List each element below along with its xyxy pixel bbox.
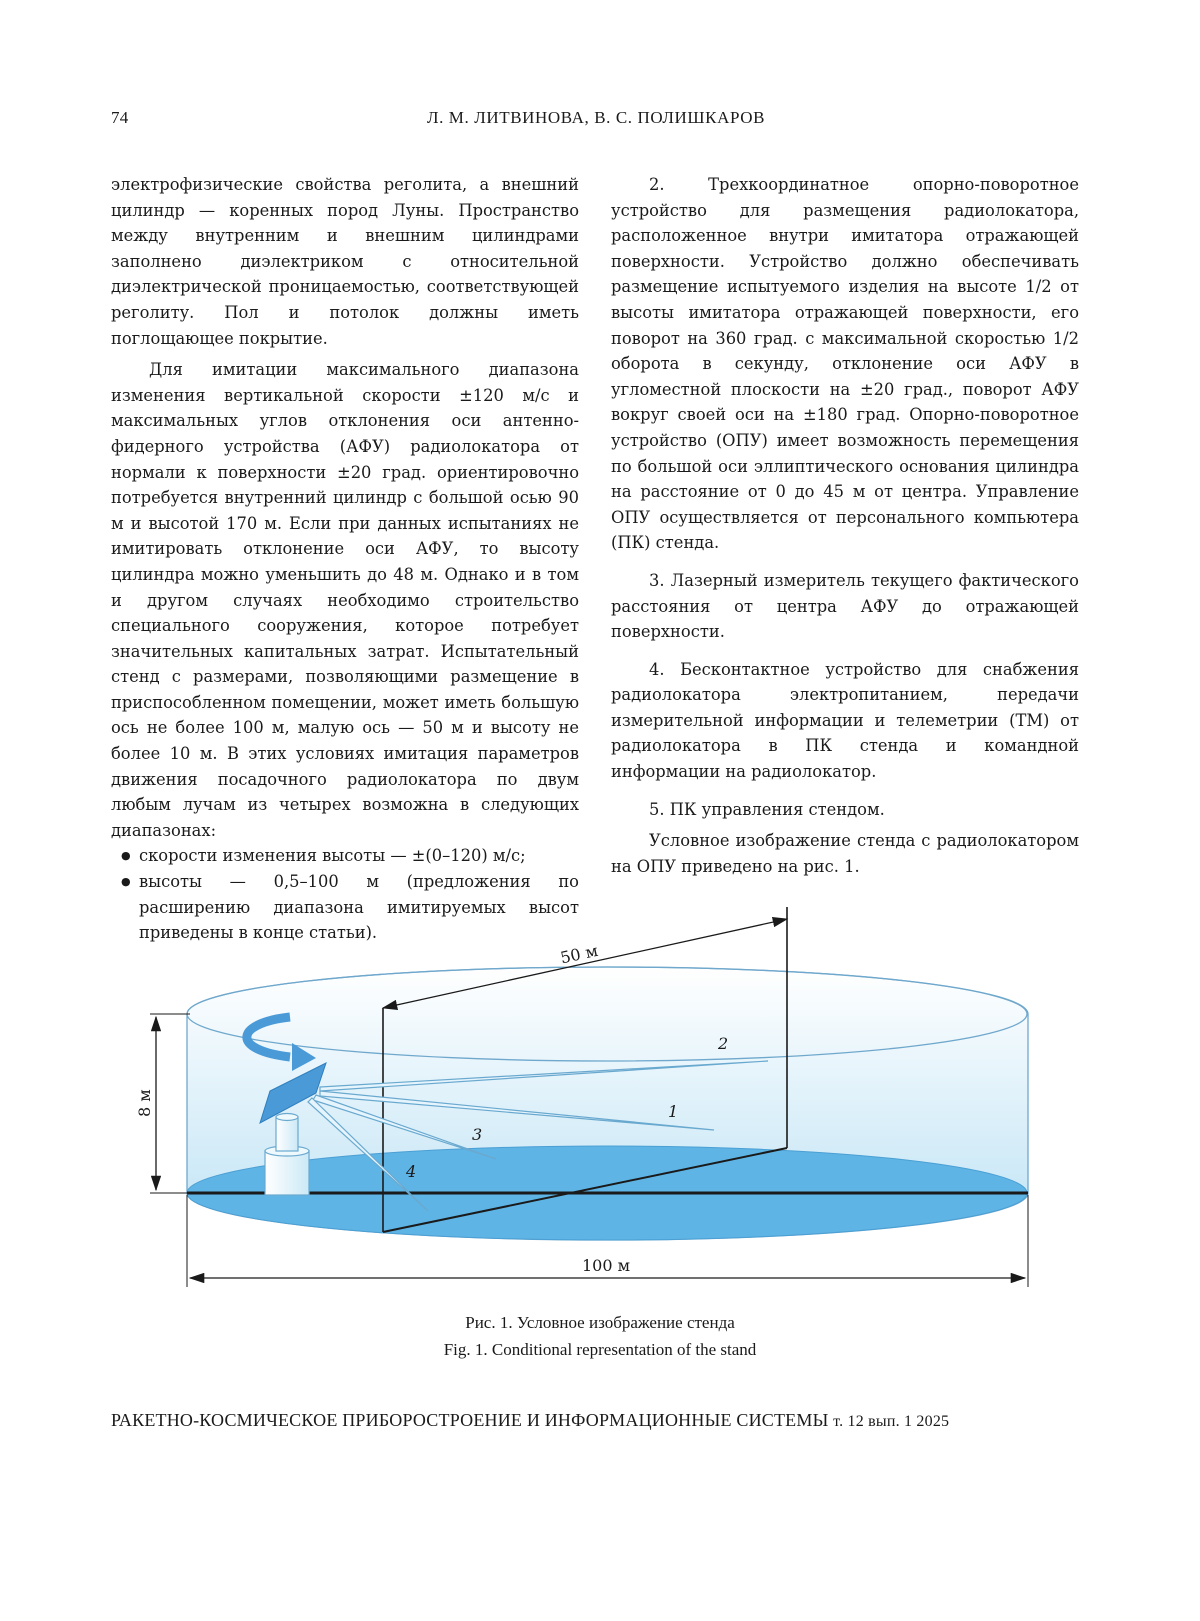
beam-label-4: 4 <box>406 1162 417 1181</box>
figure-caption-ru: Рис. 1. Условное изображение стенда <box>465 1313 735 1332</box>
journal-title: РАКЕТНО-КОСМИЧЕСКОЕ ПРИБОРОСТРОЕНИЕ И ИНФОРМАЦИОННЫЕ СИСТЕМЫ <box>111 1410 829 1430</box>
beam-label-2: 2 <box>718 1034 729 1053</box>
right-paragraph-3: 3. Лазерный измеритель текущего фактического расстояния от центра АФУ до отражающей поверхности. <box>611 570 1079 642</box>
left-paragraph-1: электрофизические свойства реголита, а внешний цилиндр — коренных пород Луны. Пространство между внутренним и внешним цилиндрами заполнено диэлектриком с относительной диэлектрической проницаемостью, соответствующей реголиту. Пол и потолок должны иметь поглощающее покрытие. <box>111 175 579 348</box>
right-paragraph-2: 2. Трехкоординатное опорно-поворотное устройство для размещения радиолокатора, расположенное внутри имитатора отражающей поверхности. Устройство должно обеспечивать размещение испытуемого изделия на высоте 1/2 от высоты имитатора отражающей поверхности, его поворот на 360 град. с максимальной скоростью 1/2 оборота в секунду, отклонение оси АФУ в угломестной плоскости на ±20 град., поворот АФУ вокруг своей оси на ±180 град. Опорно-поворотное устройство (ОПУ) имеет возможность перемещения по большой оси эллиптического основания цилиндра на расстояние от 0 до 45 м от центра. Управление ОПУ осуществляется от персонального компьютера (ПК) стенда. <box>611 175 1079 553</box>
right-paragraph-5: 5. ПК управления стендом. <box>649 799 885 819</box>
left-paragraph-2: Для имитации максимального диапазона изменения вертикальной скорости ±120 м/с и максимальных углов отклонения оси антенно-фидерного устройства (АФУ) радиолокатора от нормали к поверхности ±20 град. ориентировочно потребуется внутренний цилиндр с большой осью 90 м и высотой 170 м. Если при данных испытаниях не имитировать отклонение оси АФУ, то высоту цилиндра можно уменьшить до 48 м. Однако и в том и другом случаях необходимо строительство специального сооружения, которое потребует значительных капитальных затрат. Испытательный стенд с размерами, позволяющими размещение в приспособленном помещении, может иметь большую ось не более 100 м, малую ось — 50 м и высоту не более 10 м. В этих условиях имитация параметров движения посадочного радиолокатора по двум любым лучам из четырех возможна в следующих диапазонах: <box>111 360 579 840</box>
journal-footer <box>111 1410 949 1431</box>
figure-stand-diagram <box>130 895 1060 1315</box>
dim-100-label: 100 м <box>582 1256 631 1275</box>
right-paragraph-6: Условное изображение стенда с радиолокатором на ОПУ приведено на рис. 1. <box>611 831 1079 876</box>
stand-diagram-svg <box>130 895 1060 1315</box>
beam-label-3: 3 <box>472 1125 483 1144</box>
journal-issue: т. 12 вып. 1 2025 <box>833 1413 950 1430</box>
dim-8-label: 8 м <box>135 1089 154 1117</box>
figure-caption-en: Fig. 1. Conditional representation of the stand <box>443 1340 757 1359</box>
right-paragraph-4: 4. Бесконтактное устройство для снабжения радиолокатора электропитанием, передачи измерительной информации и телеметрии (ТМ) от радиолокатора в ПК стенда и командной информации на радиолокатор. <box>611 659 1079 782</box>
running-head <box>111 108 1081 132</box>
dim-50-label: 50 м <box>558 940 600 968</box>
right-column <box>611 172 1079 879</box>
beam-label-1: 1 <box>668 1102 679 1121</box>
left-column <box>111 172 579 946</box>
bullet-item-velocity: ● скорости изменения высоты — ±(0–120) м/с; <box>111 843 579 869</box>
running-head-authors: Л. М. ЛИТВИНОВА, В. С. ПОЛИШКАРОВ <box>426 108 766 127</box>
page-number: 74 <box>111 108 129 127</box>
bullet-item-altitude: ● высоты — 0,5–100 м (предложения по расширению диапазона имитируемых высот приведены в конце статьи). <box>111 869 579 946</box>
